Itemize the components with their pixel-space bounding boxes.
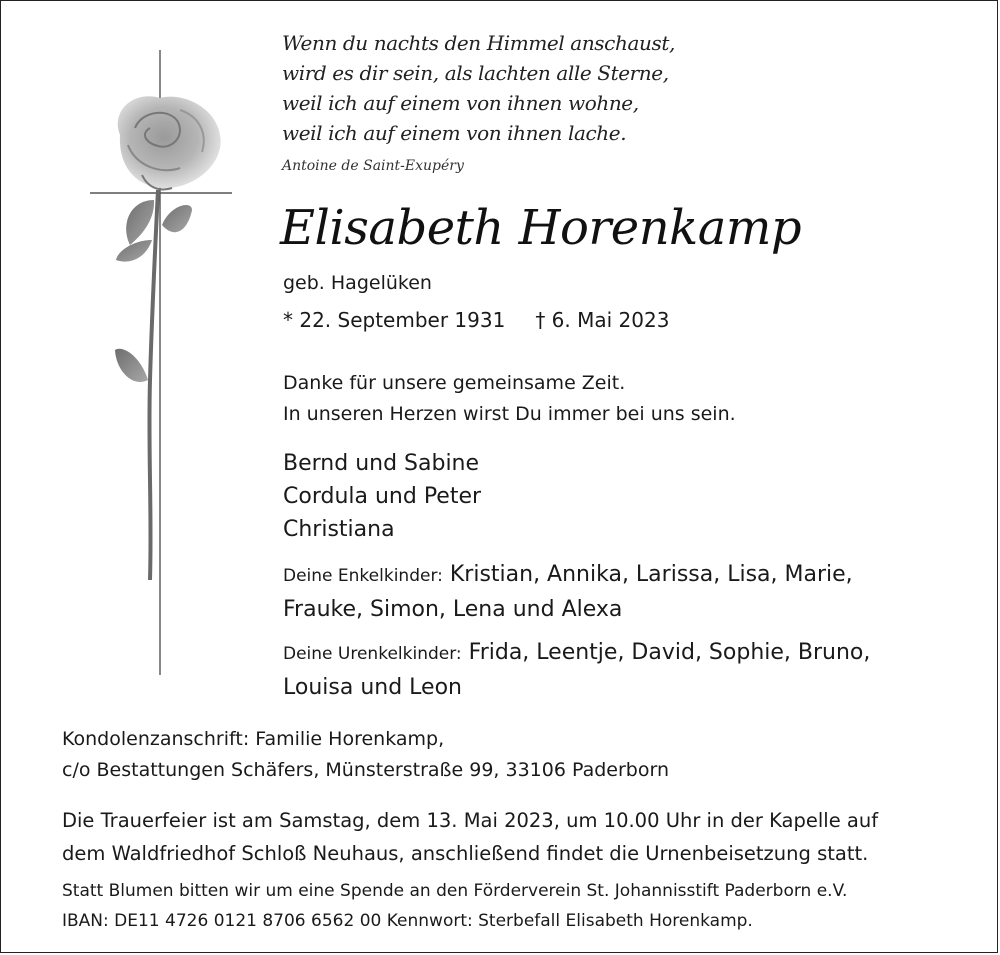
rose-bloom-icon bbox=[118, 96, 221, 189]
life-dates bbox=[283, 308, 669, 332]
grandchildren bbox=[283, 558, 853, 627]
condolence-line: Kondolenzanschrift: Familie Horenkamp, bbox=[62, 728, 445, 750]
donation-line: Statt Blumen bitten wir um eine Spende an den Förderverein St. Johannisstift Paderborn e.V. bbox=[62, 881, 848, 901]
family-member: Bernd und Sabine bbox=[283, 451, 480, 476]
poem bbox=[282, 28, 675, 148]
death-date: † 6. Mai 2023 bbox=[535, 308, 670, 332]
family-member: Cordula und Peter bbox=[283, 484, 482, 509]
rose-cross-illustration bbox=[80, 50, 245, 680]
leaf-icon bbox=[115, 349, 148, 382]
rose-stem bbox=[149, 190, 158, 580]
thanks-line: In unseren Herzen wirst Du immer bei uns sein. bbox=[283, 403, 736, 425]
leaf-icon bbox=[162, 205, 192, 232]
thanks-line: Danke für unsere gemeinsame Zeit. bbox=[283, 372, 626, 394]
condolence-line: c/o Bestattungen Schäfers, Münsterstraße 99, 33106 Paderborn bbox=[62, 759, 669, 781]
maiden-name: geb. Hagelüken bbox=[283, 272, 432, 294]
leaf-icon bbox=[126, 200, 154, 245]
great-grandchildren-label: Deine Urenkelkinder: bbox=[283, 644, 462, 664]
funeral-ceremony-info bbox=[62, 804, 878, 870]
poem-author: Antoine de Saint-Exupéry bbox=[282, 158, 464, 174]
grandchildren-label: Deine Enkelkinder: bbox=[283, 566, 443, 586]
poem-line: wird es dir sein, als lachten alle Sterne, bbox=[282, 61, 669, 85]
great-grandchildren bbox=[283, 636, 870, 705]
great-grandchildren-names: Frida, Leentje, David, Sophie, Bruno, bbox=[468, 640, 871, 665]
grandchildren-names: Kristian, Annika, Larissa, Lisa, Marie, bbox=[449, 562, 853, 587]
donation-line: IBAN: DE11 4726 0121 8706 6562 00 Kennwort: Sterbefall Elisabeth Horenkamp. bbox=[62, 911, 753, 931]
poem-line: Wenn du nachts den Himmel anschaust, bbox=[282, 31, 675, 55]
leaf-icon bbox=[116, 240, 152, 262]
thanks-text bbox=[283, 368, 736, 430]
family-members bbox=[283, 447, 481, 546]
ceremony-line: dem Waldfriedhof Schloß Neuhaus, anschließend findet die Urnenbeisetzung statt. bbox=[62, 842, 869, 865]
birth-date: * 22. September 1931 bbox=[283, 308, 506, 332]
family-member: Christiana bbox=[283, 517, 395, 542]
poem-line: weil ich auf einem von ihnen lache. bbox=[282, 121, 627, 145]
deceased-name: Elisabeth Horenkamp bbox=[280, 200, 802, 256]
ceremony-line: Die Trauerfeier ist am Samstag, dem 13. Mai 2023, um 10.00 Uhr in der Kapelle auf bbox=[62, 809, 879, 832]
great-grandchildren-names: Louisa und Leon bbox=[283, 675, 462, 700]
grandchildren-names: Frauke, Simon, Lena und Alexa bbox=[283, 597, 623, 622]
poem-line: weil ich auf einem von ihnen wohne, bbox=[282, 91, 639, 115]
donation-info bbox=[62, 876, 847, 936]
condolence-address bbox=[62, 724, 669, 786]
